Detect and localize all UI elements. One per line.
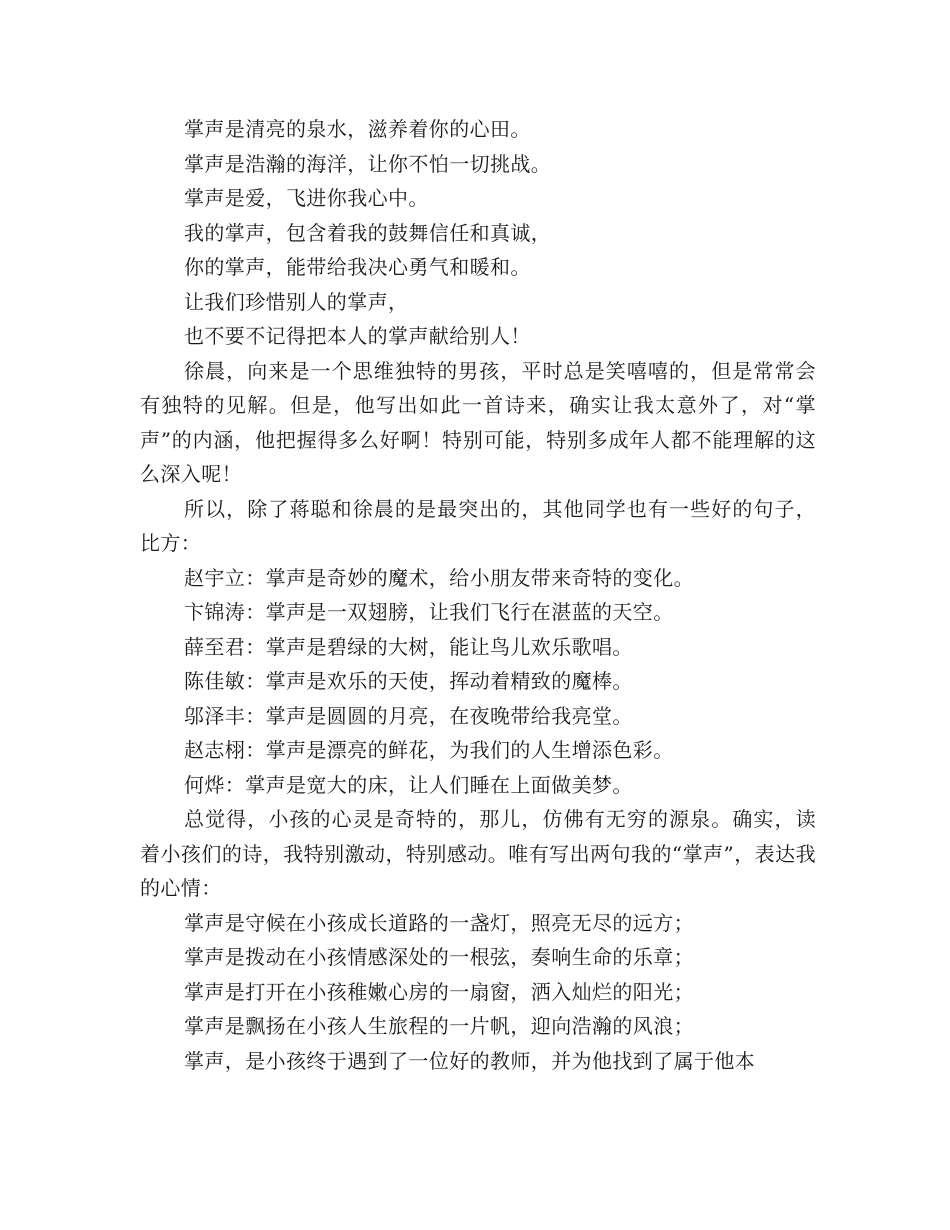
poem-line: 也不要不记得把本人的掌声献给别人！ <box>184 324 531 348</box>
student-quote: 卞锦涛：掌声是一双翅膀，让我们飞行在湛蓝的天空。 <box>184 600 674 624</box>
poem-line: 掌声是拨动在小孩情感深处的一根弦，奏响生命的乐章； <box>184 945 694 969</box>
paragraph: 总觉得，小孩的心灵是奇特的，那儿，仿佛有无穷的源泉。确实，读着小孩们的诗，我特别激动，特别感动。唯有写出两句我的“掌声”，表达我的心情： <box>140 807 816 900</box>
poem-line: 掌声是打开在小孩稚嫩心房的一扇窗，洒入灿烂的阳光； <box>184 979 694 1004</box>
paragraph: 所以，除了蒋聪和徐晨的是最突出的，其他同学也有一些好的句子，比方： <box>140 496 816 555</box>
paragraph: 掌声，是小孩终于遇到了一位好的教师，并为他找到了属于他本 <box>184 1048 756 1073</box>
poem-line: 我的掌声，包含着我的鼓舞信任和真诚， <box>184 220 552 245</box>
poem-line: 掌声是浩瀚的海洋，让你不怕一切挑战。 <box>184 151 552 176</box>
paragraph: 徐晨，向来是一个思维独特的男孩，平时总是笑嘻嘻的，但是常常会有独特的见解。但是，他写出如此一首诗来，确实让我太意外了，对“掌声”的内涵，他把握得多么好啊！特别可能，特别多成年人都不能理解的这么深入呢！ <box>140 358 816 486</box>
student-quote: 何烨：掌声是宽大的床，让人们睡在上面做美梦。 <box>184 772 633 797</box>
poem-line: 掌声是清亮的泉水，滋养着你的心田。 <box>184 117 531 141</box>
poem-line: 你的掌声，能带给我决心勇气和暖和。 <box>184 255 531 279</box>
student-quote: 邬泽丰：掌声是圆圆的月亮，在夜晚带给我亮堂。 <box>184 703 633 728</box>
poem-line: 掌声是爱，飞进你我心中。 <box>184 186 429 210</box>
poem-line: 让我们珍惜别人的掌声， <box>184 289 409 314</box>
student-quote: 赵宇立：掌声是奇妙的魔术，给小朋友带来奇特的变化。 <box>184 565 694 590</box>
student-quote: 薛至君：掌声是碧绿的大树，能让鸟儿欢乐歌唱。 <box>184 634 633 659</box>
poem-line: 掌声是守候在小孩成长道路的一盏灯，照亮无尽的远方； <box>184 910 694 935</box>
student-quote: 陈佳敏：掌声是欢乐的天使，挥动着精致的魔棒。 <box>184 669 633 693</box>
document-body <box>140 112 816 1078</box>
poem-line: 掌声是飘扬在小孩人生旅程的一片帆，迎向浩瀚的风浪； <box>184 1014 694 1038</box>
student-quote: 赵志栩：掌声是漂亮的鲜花，为我们的人生增添色彩。 <box>184 738 674 762</box>
